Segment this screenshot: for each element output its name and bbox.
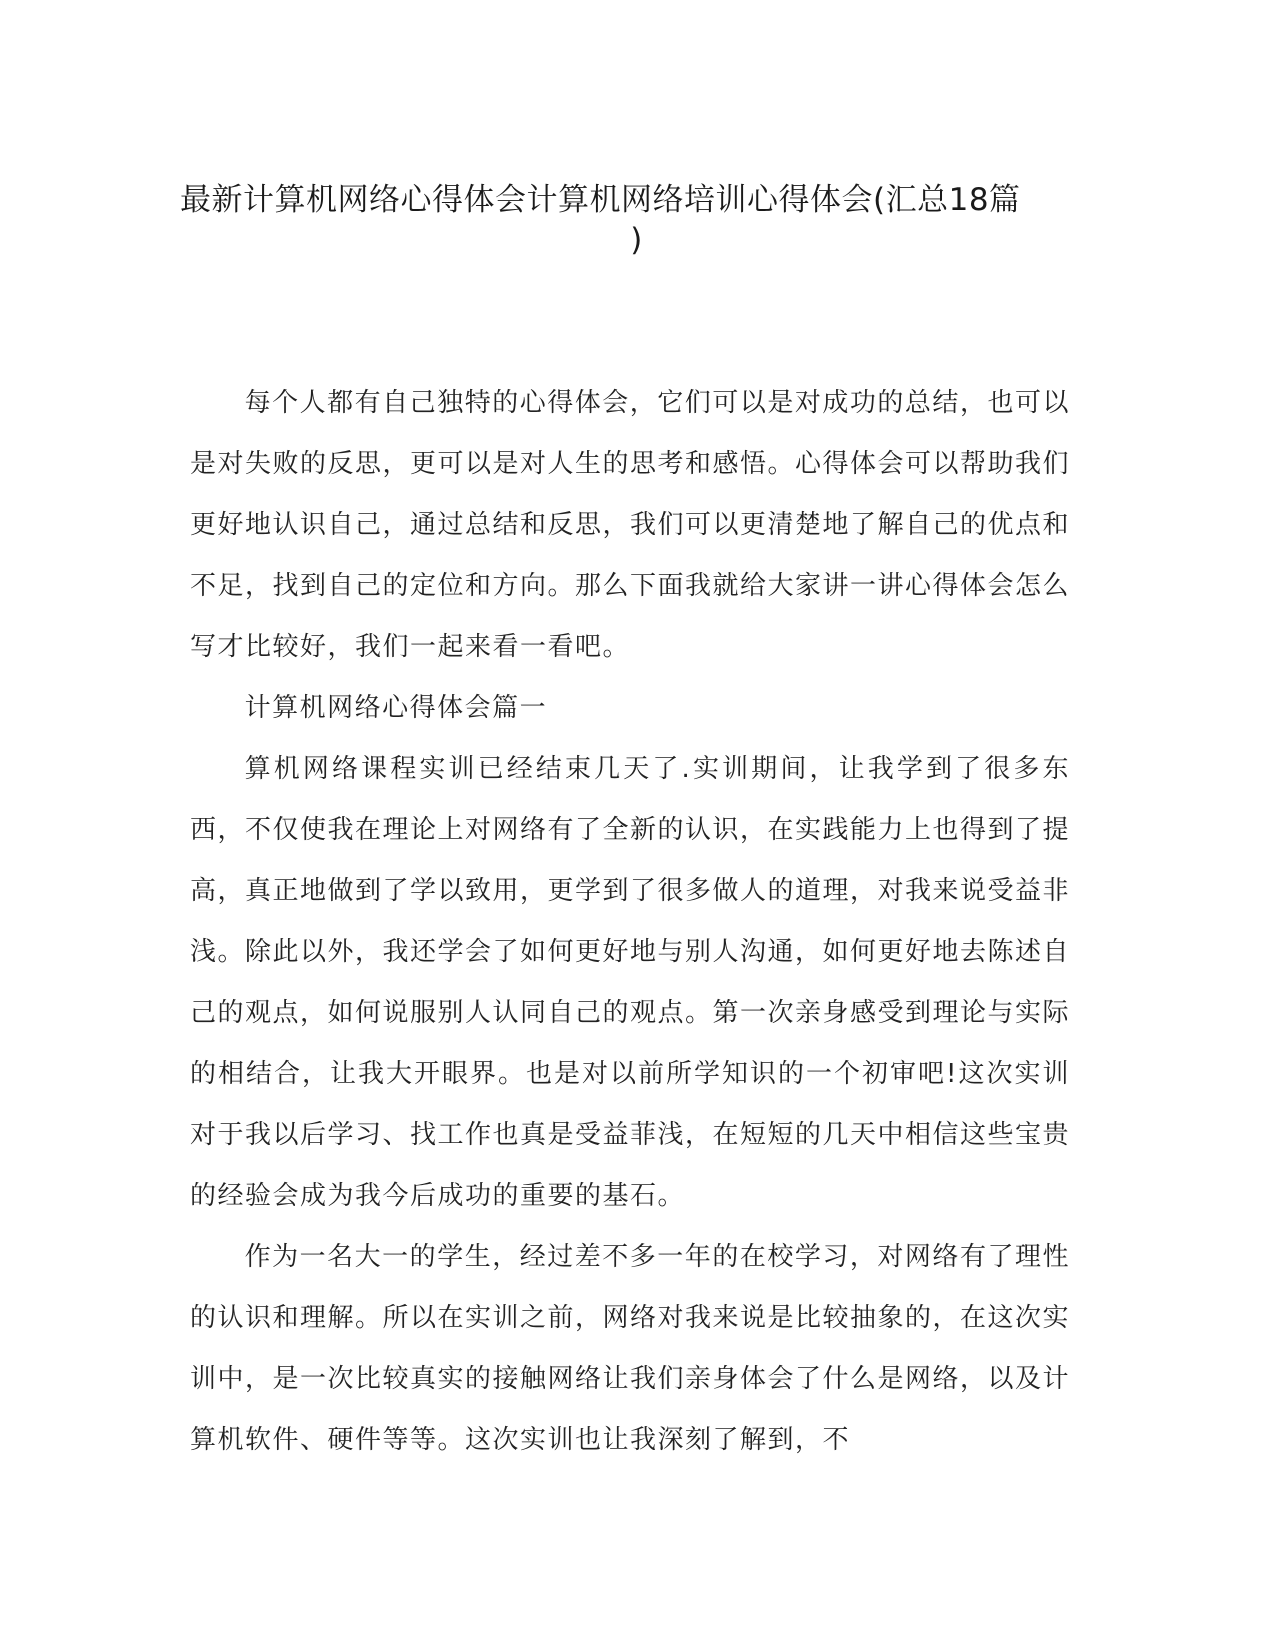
- body-paragraph-2: 作为一名大一的学生，经过差不多一年的在校学习，对网络有了理性的认识和理解。所以在实训之前，网络对我来说是比较抽象的，在这次实训中，是一次比较真实的接触网络让我们亲身体会了什么是网络，以及计算机软件、硬件等等。这次实训也让我深刻了解到，不: [190, 1242, 1071, 1455]
- title-line-1: 最新计算机网络心得体会计算机网络培训心得体会(汇总18篇: [180, 182, 1021, 218]
- section-heading: 计算机网络心得体会篇一: [244, 693, 548, 723]
- intro-paragraph: 每个人都有自己独特的心得体会，它们可以是对成功的总结，也可以是对失败的反思，更可以是对人生的思考和感悟。心得体会可以帮助我们更好地认识自己，通过总结和反思，我们可以更清楚地了解自己的优点和不足，找到自己的定位和方向。那么下面我就给大家讲一讲心得体会怎么写才比较好，我们一起来看一看吧。: [190, 388, 1071, 662]
- title-line-2: ): [630, 222, 643, 258]
- document-title: [180, 180, 1085, 260]
- body-paragraph-1: 算机网络课程实训已经结束几天了.实训期间，让我学到了很多东西，不仅使我在理论上对网络有了全新的认识，在实践能力上也得到了提高，真正地做到了学以致用，更学到了很多做人的道理，对我来说受益非浅。除此以外，我还学会了如何更好地与别人沟通，如何更好地去陈述自己的观点，如何说服别人认同自己的观点。第一次亲身感受到理论与实际的相结合，让我大开眼界。也是对以前所学知识的一个初审吧!这次实训对于我以后学习、找工作也真是受益菲浅，在短短的几天中相信这些宝贵的经验会成为我今后成功的重要的基石。: [190, 754, 1071, 1211]
- document-body: [190, 373, 1070, 1471]
